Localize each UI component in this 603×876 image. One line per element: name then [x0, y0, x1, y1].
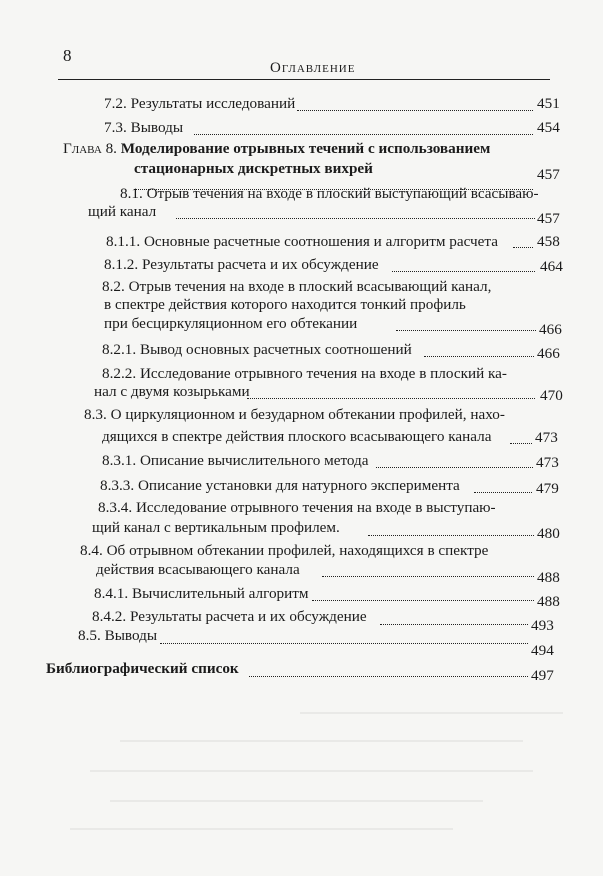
- leader-dots: [322, 576, 534, 577]
- toc-entry-7-3: 7.3. Выводы: [104, 119, 184, 136]
- leader-dots: [513, 247, 533, 248]
- toc-entry-bibliography: Библиографический список: [46, 660, 239, 677]
- toc-page-8-2: 466: [539, 321, 562, 338]
- leader-dots: [380, 624, 528, 625]
- toc-entry-8-3-3: 8.3.3. Описание установки для натурного эксперимента: [100, 477, 460, 494]
- leader-dots: [474, 492, 532, 493]
- toc-page-8-2-1: 466: [537, 345, 560, 362]
- toc-page-8-3: 473: [535, 429, 558, 446]
- leader-dots: [160, 643, 528, 644]
- toc-entry-8-2-line2: в спектре действия которого находится тонкий профиль: [104, 296, 466, 313]
- leader-dots: [396, 330, 536, 331]
- toc-entry-8-2-2: 8.2.2. Исследование отрывного течения на входе в плоский ка-: [102, 365, 507, 382]
- toc-entry-8-1-2: 8.1.2. Результаты расчета и их обсуждение: [104, 256, 379, 273]
- toc-page-bibliography: 497: [531, 667, 554, 684]
- toc-entry-8-1: 8.1. Отрыв течения на входе в плоский выступающий всасываю-: [120, 185, 539, 202]
- toc-entry-7-2: 7.2. Результаты исследований: [104, 95, 296, 112]
- toc-page-8-1: 457: [537, 210, 560, 227]
- toc-entry-8-4-line2: действия всасывающего канала: [96, 561, 300, 578]
- toc-entry-8-5: 8.5. Выводы: [78, 627, 158, 644]
- chapter-title: Моделирование отрывных течений с использованием: [120, 140, 491, 157]
- header-rule: [58, 79, 550, 80]
- leader-dots: [392, 271, 535, 272]
- toc-page-8-1-1: 458: [537, 233, 560, 250]
- toc-page-8-4-1: 488: [537, 593, 560, 610]
- leader-dots: [247, 398, 535, 399]
- page-number: 8: [63, 46, 72, 65]
- toc-entry-8-4: 8.4. Об отрывном обтекании профилей, находящихся в спектре: [80, 542, 489, 559]
- toc-page-8-4: 488: [537, 569, 560, 586]
- leader-dots: [297, 110, 533, 111]
- toc-page-8-2-2: 470: [540, 387, 563, 404]
- leader-dots: [424, 356, 534, 357]
- bleed-through: [70, 828, 453, 830]
- toc-entry-8-3-4: 8.3.4. Исследование отрывного течения на входе в выступаю-: [98, 499, 496, 516]
- leader-dots: [376, 467, 533, 468]
- toc-entry-8-4-2: 8.4.2. Результаты расчета и их обсуждение: [92, 608, 367, 625]
- leader-dots: [312, 600, 534, 601]
- toc-entry-8-2-line3: при бесциркуляционном его обтекании: [104, 315, 358, 332]
- toc-entry-8-2: 8.2. Отрыв течения на входе в плоский всасывающий канал,: [102, 278, 492, 295]
- toc-entry-8-3-4-line2: щий канал с вертикальным профилем.: [92, 519, 340, 536]
- toc-page-7-2: 451: [537, 95, 560, 112]
- toc-page-8-3-3: 479: [536, 480, 559, 497]
- toc-page-chapter-8: 457: [537, 166, 560, 183]
- toc-entry-8-1-line2: щий канал: [88, 203, 157, 220]
- toc-entry-8-2-1: 8.2.1. Вывод основных расчетных соотношений: [102, 341, 412, 358]
- toc-chapter-8: [63, 140, 490, 158]
- chapter-prefix: Глава 8.: [63, 140, 117, 157]
- leader-dots: [510, 443, 532, 444]
- toc-page-8-1-2: 464: [540, 258, 563, 275]
- bleed-through: [110, 800, 483, 802]
- toc-page-8-3-1: 473: [536, 454, 559, 471]
- toc-page-8-5: 494: [531, 642, 554, 659]
- bleed-through: [90, 770, 533, 772]
- bleed-through: [120, 740, 523, 742]
- toc-entry-8-1-1: 8.1.1. Основные расчетные соотношения и алгоритм расчета: [106, 233, 498, 250]
- toc-entry-8-3-1: 8.3.1. Описание вычислительного метода: [102, 452, 369, 469]
- toc-page-8-3-4: 480: [537, 525, 560, 542]
- page-title: Оглавление: [270, 60, 356, 76]
- leader-dots: [194, 134, 533, 135]
- leader-dots: [368, 535, 534, 536]
- leader-dots: [249, 676, 528, 677]
- toc-chapter-8-line2: стационарных дискретных вихрей: [134, 160, 373, 177]
- toc-entry-8-3: 8.3. О циркуляционном и безударном обтекании профилей, нахо-: [84, 406, 505, 423]
- toc-entry-8-3-line2: дящихся в спектре действия плоского всасывающего канала: [102, 428, 492, 445]
- toc-page-8-4-2: 493: [531, 617, 554, 634]
- toc-entry-8-2-2-line2: нал с двумя козырьками: [94, 383, 250, 400]
- toc-page-7-3: 454: [537, 119, 560, 136]
- bleed-through: [300, 712, 563, 714]
- toc-entry-8-4-1: 8.4.1. Вычислительный алгоритм: [94, 585, 309, 602]
- leader-dots: [176, 218, 535, 219]
